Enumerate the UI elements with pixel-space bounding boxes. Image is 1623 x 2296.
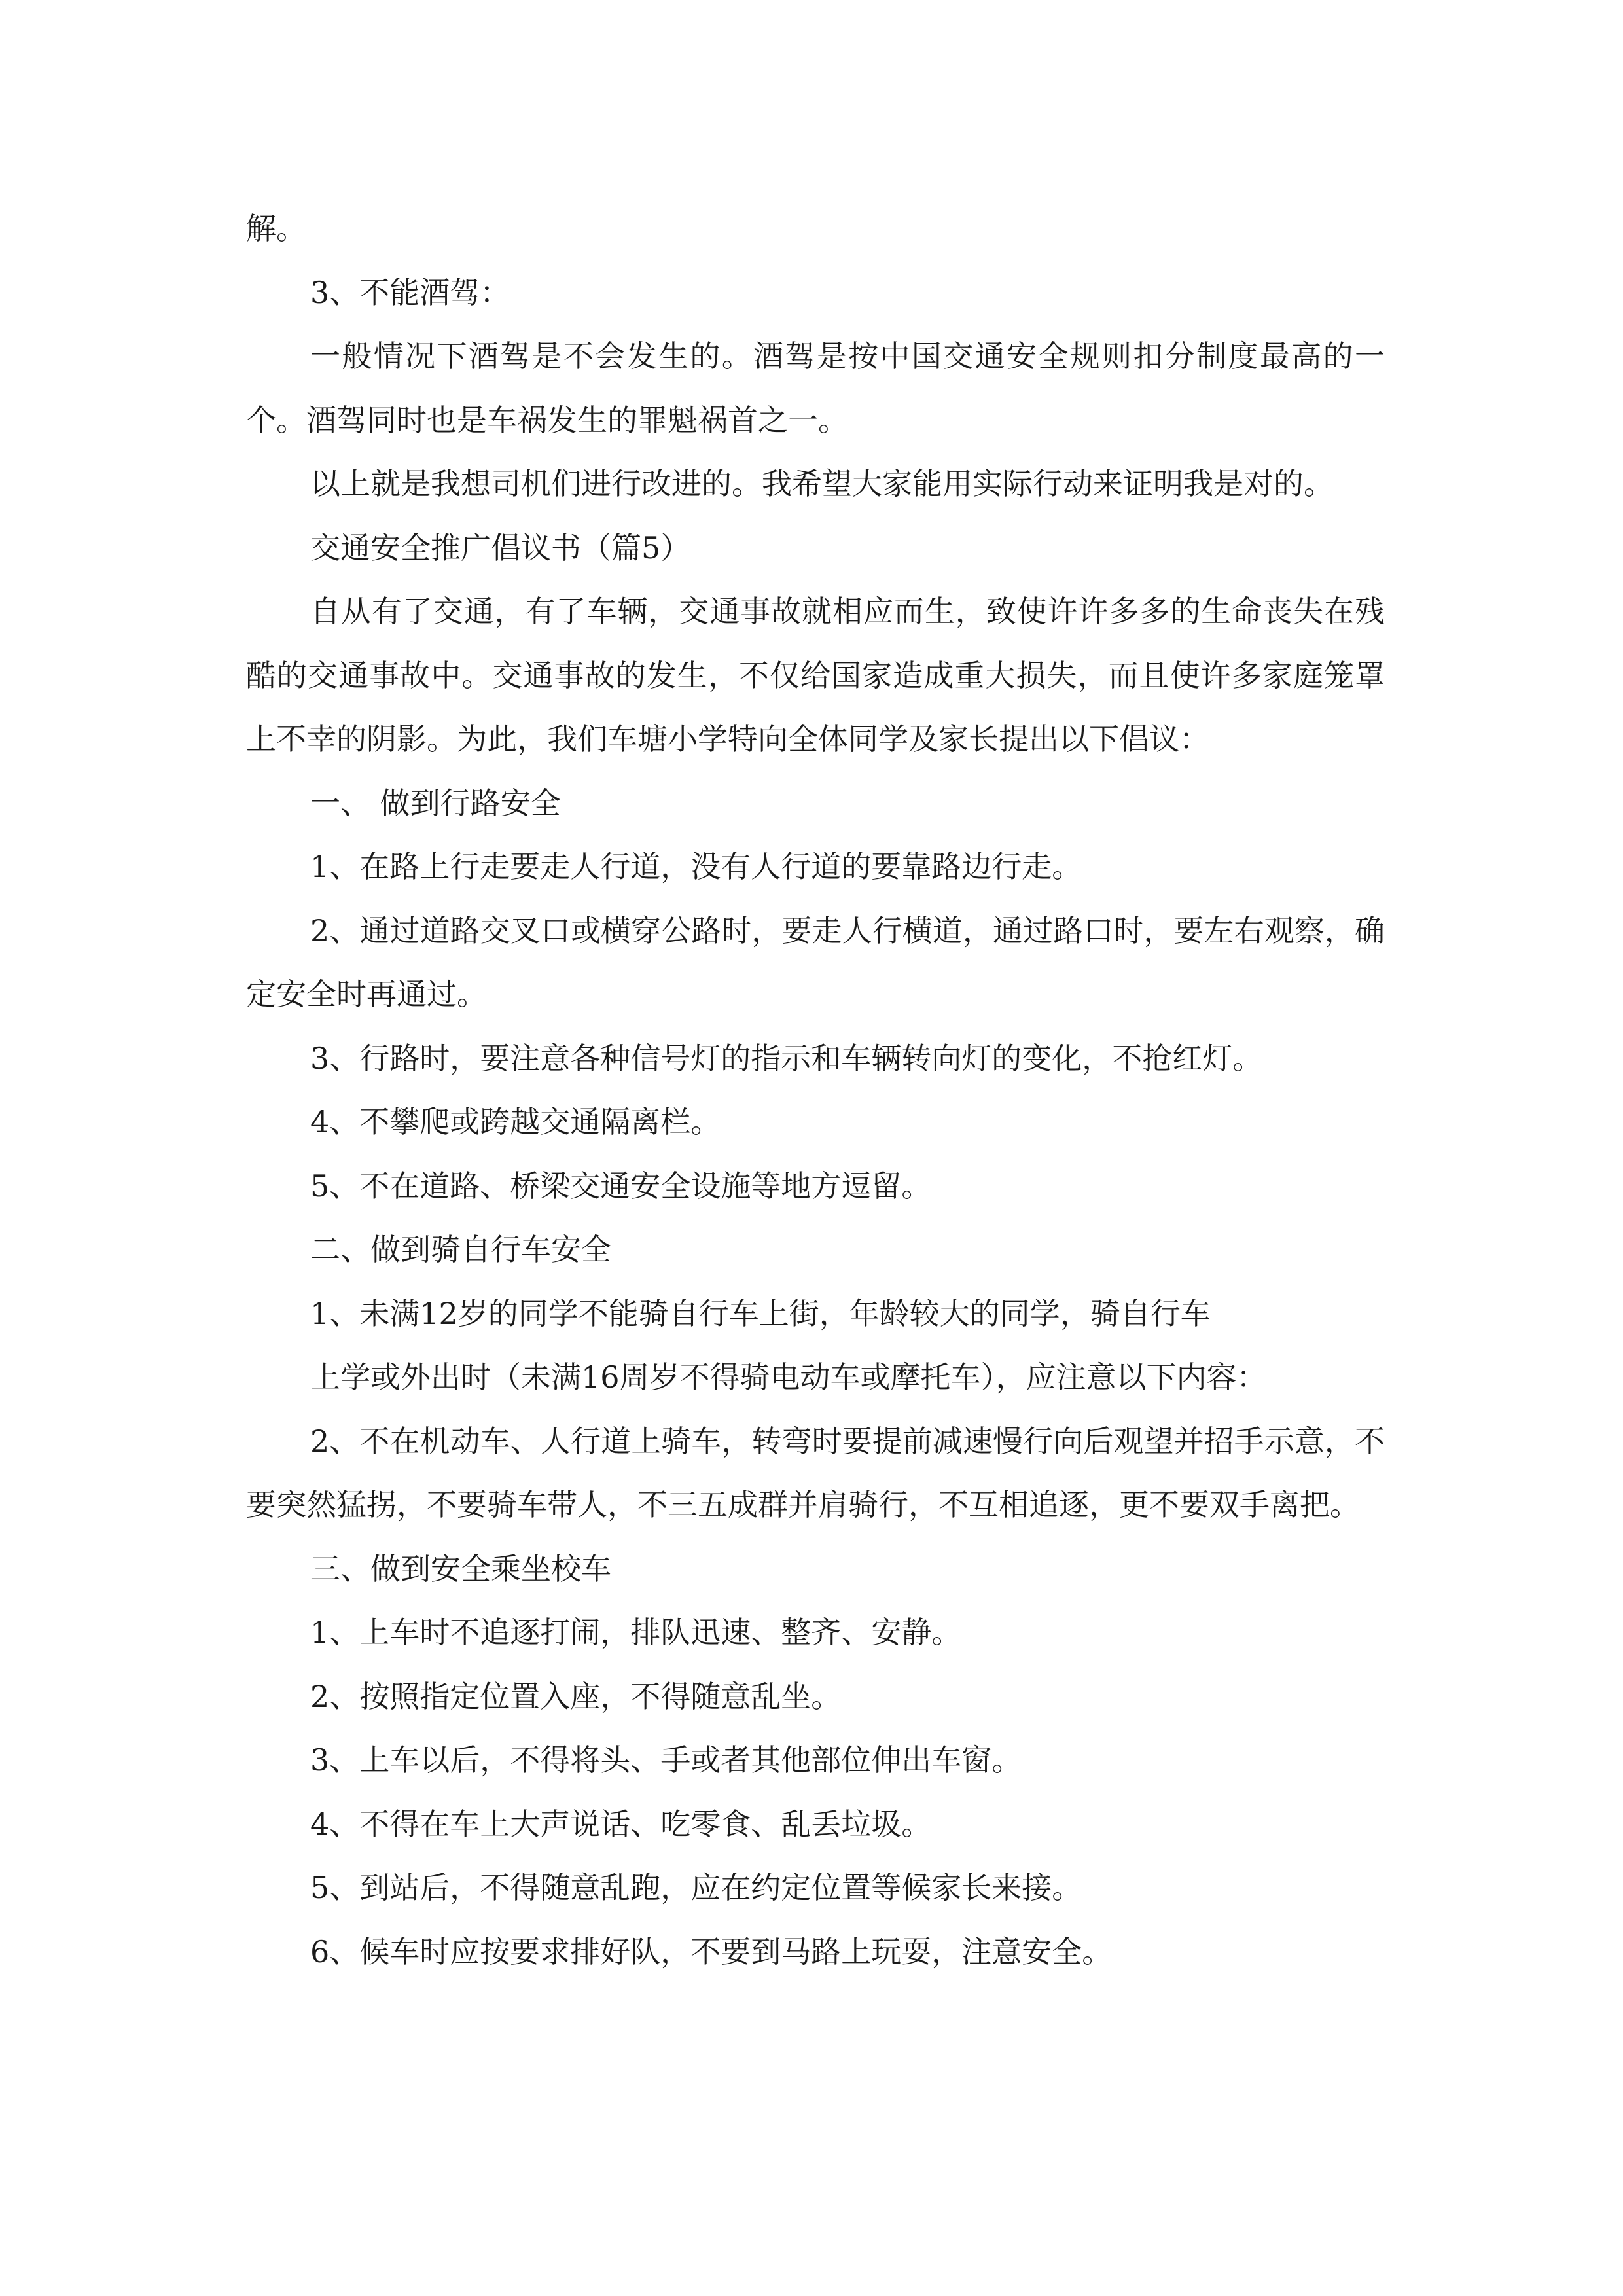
list-item: 2、不在机动车、人行道上骑车，转弯时要提前减速慢行向后观望并招手示意，不要突然猛拐，不要骑车带人，不三五成群并肩骑行，不互相追逐，更不要双手离把。 — [246, 1423, 1385, 1522]
paragraph: 解。 — [246, 211, 306, 246]
list-item: 4、不攀爬或跨越交通隔离栏。 — [310, 1104, 721, 1139]
list-item: 5、到站后，不得随意乱跑，应在约定位置等候家长来接。 — [310, 1870, 1082, 1905]
list-item: 3、上车以后，不得将头、手或者其他部位伸出车窗。 — [310, 1742, 1022, 1778]
section-title: 交通安全推广倡议书（篇5） — [310, 529, 691, 565]
list-item: 3、行路时，要注意各种信号灯的指示和车辆转向灯的变化，不抢红灯。 — [310, 1040, 1263, 1076]
list-item: 2、按照指定位置入座，不得随意乱坐。 — [310, 1678, 842, 1714]
paragraph: 一般情况下酒驾是不会发生的。酒驾是按中国交通安全规则扣分制度最高的一个。酒驾同时也是车祸发生的罪魁祸首之一。 — [246, 338, 1385, 438]
list-item: 1、未满12岁的同学不能骑自行车上街，年龄较大的同学，骑自行车 — [310, 1295, 1211, 1331]
document-body — [246, 197, 1385, 1984]
paragraph: 以上就是我想司机们进行改进的。我希望大家能用实际行动来证明我是对的。 — [310, 466, 1334, 501]
list-item: 2、通过道路交叉口或横穿公路时，要走人行横道，通过路口时，要左右观察，确定安全时再通过。 — [246, 912, 1385, 1012]
section-heading: 三、做到安全乘坐校车 — [310, 1551, 611, 1587]
section-heading: 一、 做到行路安全 — [310, 785, 561, 821]
section-heading: 二、做到骑自行车安全 — [310, 1232, 611, 1267]
paragraph: 自从有了交通，有了车辆，交通事故就相应而生，致使许许多多的生命丧失在残酷的交通事故中。交通事故的发生，不仅给国家造成重大损失，而且使许多家庭笼罩上不幸的阴影。为此，我们车塘小学特向全体同学及家长提出以下倡议： — [246, 594, 1385, 757]
paragraph: 上学或外出时（未满16周岁不得骑电动车或摩托车），应注意以下内容： — [310, 1359, 1267, 1395]
list-item: 4、不得在车上大声说话、吃零食、乱丢垃圾。 — [310, 1806, 932, 1842]
list-item: 5、不在道路、桥梁交通安全设施等地方逗留。 — [310, 1168, 932, 1204]
list-item: 1、在路上行走要走人行道，没有人行道的要靠路边行走。 — [310, 849, 1082, 884]
list-item: 1、上车时不追逐打闹，排队迅速、整齐、安静。 — [310, 1615, 962, 1650]
list-item: 6、候车时应按要求排好队，不要到马路上玩耍，注意安全。 — [310, 1933, 1113, 1969]
paragraph: 3、不能酒驾： — [310, 274, 510, 310]
